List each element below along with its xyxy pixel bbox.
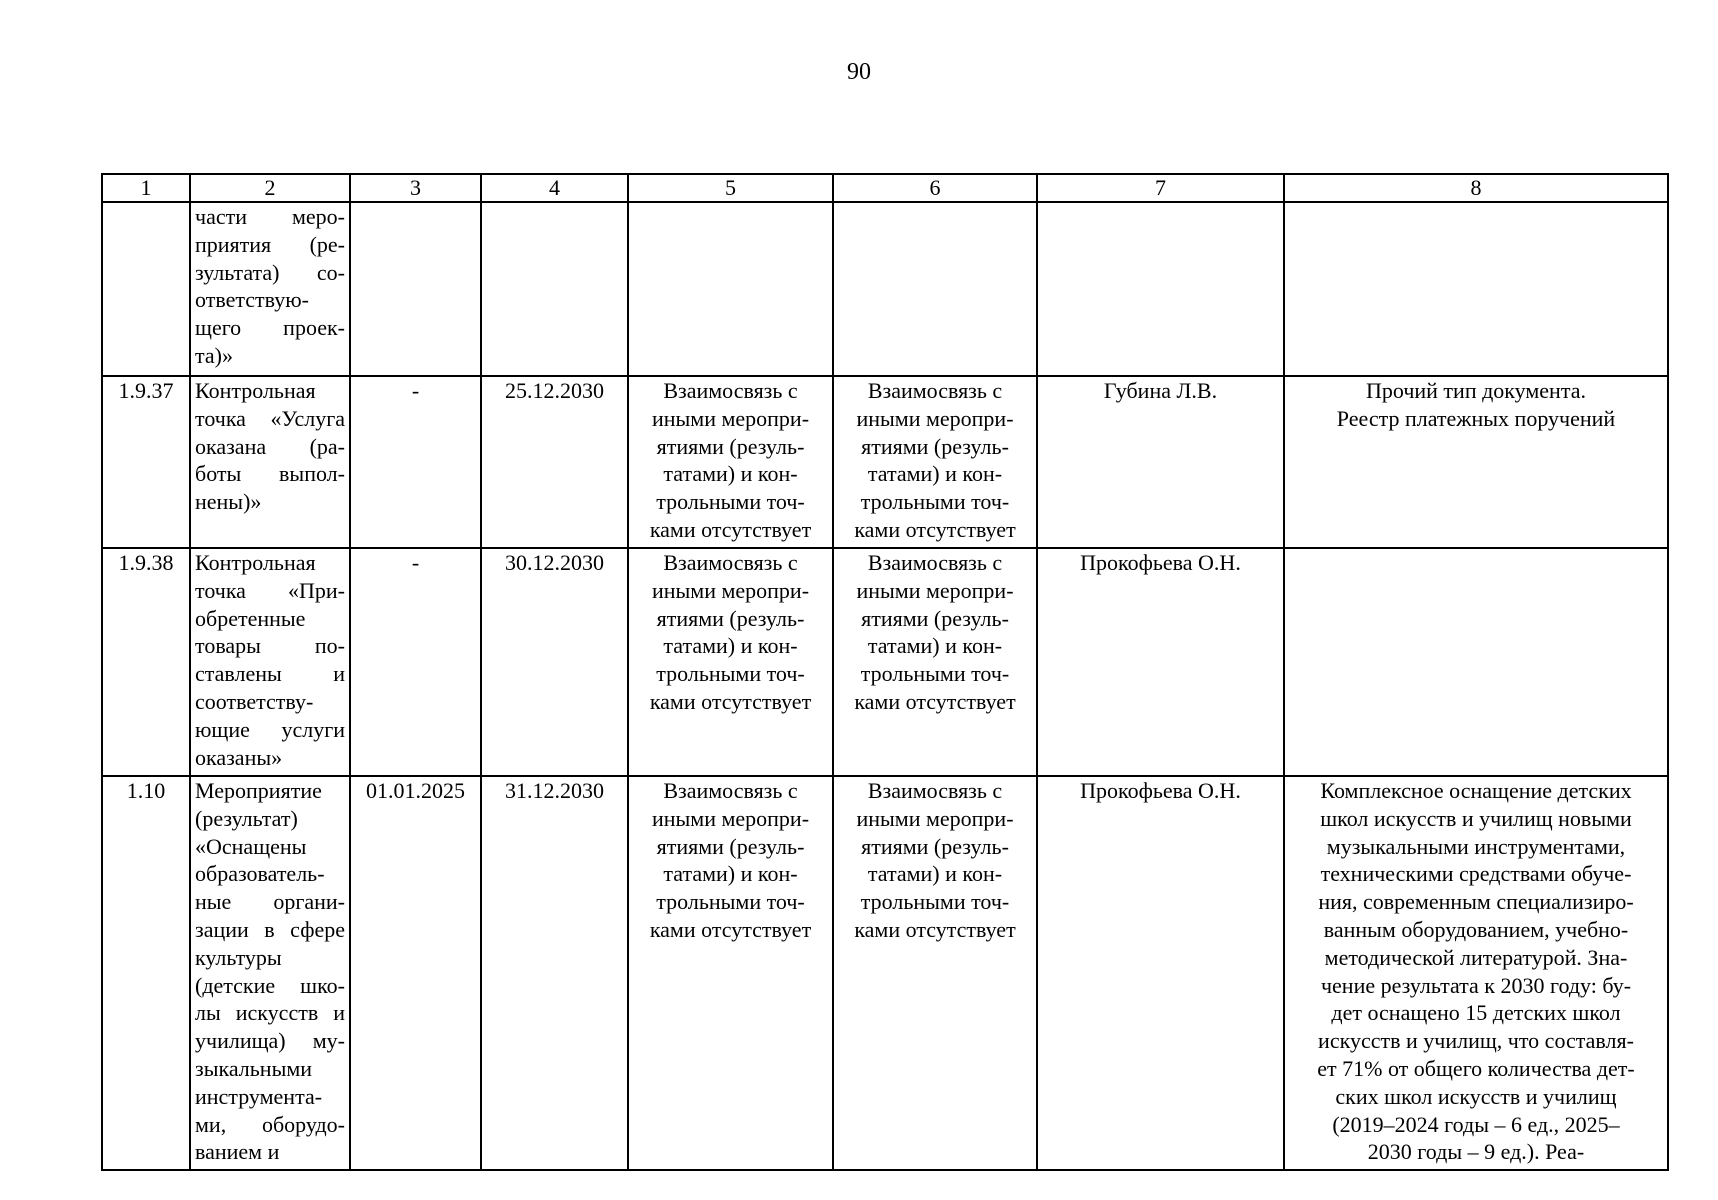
cell-document (1284, 376, 1668, 548)
cell-relation-prev (628, 202, 833, 376)
cell-relation-prev (628, 376, 833, 548)
cell-start-date (350, 202, 481, 376)
table-row (102, 202, 1668, 376)
cell-name-line: образователь- (195, 861, 325, 887)
cell-name-line: ми, оборудо- (195, 1111, 345, 1137)
cell-document-line: чение результата к 2030 году: бу- (1320, 972, 1632, 998)
cell-responsible: Прокофьева О.Н. (1037, 776, 1284, 1170)
cell-responsible: Губина Л.В. (1037, 376, 1284, 548)
cell-relation-next-line: трольными точ- (860, 889, 1010, 915)
table-row (102, 376, 1668, 548)
cell-relation-prev-line: ками отсутствует (649, 916, 812, 942)
cell-name-line: зации в сфере (195, 916, 345, 942)
cell-document-line: ния, современным специализиро- (1318, 889, 1634, 915)
cell-name-line: ные органи- (195, 889, 345, 915)
cell-name-line: зыкальными (195, 1055, 313, 1081)
cell-relation-next-line: Взаимосвязь с (867, 778, 1003, 803)
cell-relation-prev-line: Взаимосвязь с (663, 778, 798, 803)
cell-relation-prev (628, 776, 833, 1170)
cell-name-line: лы искусств и (195, 1000, 345, 1026)
cell-name-line: Контрольная (195, 550, 316, 575)
cell-relation-next-line: ками отсутствует (854, 688, 1016, 714)
cell-relation-next-line: трольными точ- (860, 489, 1010, 515)
cell-number: 1.9.37 (102, 376, 190, 548)
cell-end-date: 30.12.2030 (481, 548, 628, 776)
cell-document (1284, 548, 1668, 776)
cell-document-line: ских школ искусств и училищ (1335, 1083, 1617, 1109)
header-col-2: 2 (190, 174, 350, 202)
cell-start-date: - (350, 548, 481, 776)
cell-relation-prev-line: иными меропри- (651, 805, 810, 831)
cell-document-line: дет оснащено 15 детских школ (1331, 1000, 1621, 1026)
cell-start-date: 01.01.2025 (350, 776, 481, 1170)
cell-name-line: соответству- (195, 688, 314, 714)
cell-name-line: ющие услуги (195, 716, 345, 742)
cell-name-line: училища) му- (195, 1028, 345, 1054)
cell-relation-prev-line: иными меропри- (651, 405, 810, 431)
cell-name-line: точка «При- (195, 577, 345, 603)
cell-relation-prev-line: Взаимосвязь с (663, 550, 798, 575)
cell-relation-prev-line: трольными точ- (656, 489, 805, 515)
cell-number: 1.9.38 (102, 548, 190, 776)
cell-name-line: культуры (195, 944, 282, 970)
cell-relation-prev-line: ками отсутствует (649, 688, 812, 714)
cell-number: 1.10 (102, 776, 190, 1170)
cell-name (190, 376, 350, 548)
cell-name-line: боты выпол- (195, 461, 345, 487)
cell-name-line: нены)» (195, 489, 262, 515)
header-col-5: 5 (628, 174, 833, 202)
cell-name (190, 776, 350, 1170)
cell-relation-prev-line: ятиями (резуль- (656, 833, 805, 859)
cell-relation-prev-line: ятиями (резуль- (656, 433, 805, 459)
cell-relation-next-line: ятиями (резуль- (861, 433, 1009, 459)
cell-document-line: техническими средствами обуче- (1320, 861, 1632, 887)
header-col-3: 3 (350, 174, 481, 202)
cell-document-line: методической литературой. Зна- (1324, 944, 1628, 970)
cell-relation-next (833, 202, 1037, 376)
cell-relation-prev-line: ятиями (резуль- (656, 605, 805, 631)
cell-relation-next-line: татами) и кон- (867, 461, 1003, 487)
cell-name-line: (детские шко- (195, 972, 345, 998)
header-row (102, 174, 1668, 202)
cell-relation-prev-line: Взаимосвязь с (663, 378, 798, 403)
cell-end-date: 31.12.2030 (481, 776, 628, 1170)
cell-name (190, 548, 350, 776)
cell-name-line: «Оснащены (195, 833, 307, 859)
cell-end-date (481, 202, 628, 376)
cell-document-line: 2030 годы – 9 ед.). Реа- (1367, 1139, 1585, 1165)
header-col-7: 7 (1037, 174, 1284, 202)
cell-relation-prev-line: трольными точ- (656, 889, 805, 915)
cell-name-line: зультата) со- (195, 259, 345, 285)
cell-name-line: точка «Услуга (195, 405, 345, 431)
cell-name-line: оказаны» (195, 744, 283, 770)
header-col-6: 6 (833, 174, 1037, 202)
cell-responsible (1037, 202, 1284, 376)
cell-name-line: инструмента- (195, 1083, 323, 1109)
cell-relation-prev (628, 548, 833, 776)
cell-name-line: Контрольная (195, 378, 316, 403)
cell-document-line: ванным оборудованием, учебно- (1323, 916, 1629, 942)
cell-relation-next-line: татами) и кон- (867, 633, 1003, 659)
cell-name-line: та)» (195, 342, 233, 368)
cell-document-line: школ искусств и училищ новыми (1320, 805, 1632, 831)
cell-relation-next-line: иными меропри- (856, 805, 1014, 831)
cell-relation-prev-line: иными меропри- (651, 577, 810, 603)
header-col-1: 1 (102, 174, 190, 202)
cell-relation-prev-line: ками отсутствует (649, 516, 812, 542)
cell-responsible: Прокофьева О.Н. (1037, 548, 1284, 776)
cell-relation-prev-line: татами) и кон- (663, 633, 798, 659)
cell-relation-next-line: татами) и кон- (867, 861, 1003, 887)
cell-relation-next (833, 776, 1037, 1170)
cell-relation-prev-line: татами) и кон- (663, 461, 798, 487)
cell-name-line: оказана (ра- (195, 433, 345, 459)
cell-relation-next-line: ятиями (резуль- (861, 833, 1009, 859)
cell-name-line: приятия (ре- (195, 231, 345, 257)
cell-document-line: музыкальными инструментами, (1326, 833, 1626, 859)
cell-relation-next-line: ками отсутствует (854, 916, 1016, 942)
cell-name-line: Мероприятие (195, 778, 322, 803)
cell-relation-prev-line: трольными точ- (656, 661, 805, 687)
cell-document-line: искусств и училищ, что составля- (1318, 1028, 1634, 1054)
cell-name-line: ванием и (195, 1139, 280, 1165)
cell-name-line: ставлены и (195, 661, 345, 687)
page-number: 90 (847, 59, 871, 85)
cell-document (1284, 776, 1668, 1170)
cell-document-line: Комплексное оснащение детских (1320, 778, 1632, 803)
cell-relation-next (833, 376, 1037, 548)
cell-relation-next-line: иными меропри- (856, 405, 1014, 431)
measures-table (101, 173, 1669, 1171)
header-col-8: 8 (1284, 174, 1668, 202)
cell-document (1284, 202, 1668, 376)
cell-number (102, 202, 190, 376)
cell-name-line: ответствую- (195, 287, 310, 313)
cell-relation-next-line: ками отсутствует (854, 516, 1016, 542)
cell-relation-next-line: Взаимосвязь с (867, 378, 1003, 403)
cell-document-line: Реестр платежных поручений (1336, 405, 1616, 431)
cell-document-line: ет 71% от общего количества дет- (1317, 1055, 1635, 1081)
cell-relation-prev-line: татами) и кон- (663, 861, 798, 887)
cell-document-line: (2019–2024 годы – 6 ед., 2025– (1332, 1111, 1620, 1137)
cell-end-date: 25.12.2030 (481, 376, 628, 548)
table-row (102, 548, 1668, 776)
cell-relation-next (833, 548, 1037, 776)
cell-name (190, 202, 350, 376)
cell-relation-next-line: Взаимосвязь с (867, 550, 1003, 575)
cell-document-line: Прочий тип документа. (1366, 378, 1586, 403)
cell-relation-next-line: ятиями (резуль- (861, 605, 1009, 631)
header-col-4: 4 (481, 174, 628, 202)
cell-name-line: щего проек- (195, 315, 345, 341)
table-row (102, 776, 1668, 1170)
cell-name-line: (результат) (195, 805, 298, 831)
cell-name-line: обретенные (195, 605, 306, 631)
cell-relation-next-line: иными меропри- (856, 577, 1014, 603)
cell-relation-next-line: трольными точ- (860, 661, 1010, 687)
cell-start-date: - (350, 376, 481, 548)
cell-name-line: части меро- (195, 204, 345, 229)
cell-name-line: товары по- (195, 633, 345, 659)
